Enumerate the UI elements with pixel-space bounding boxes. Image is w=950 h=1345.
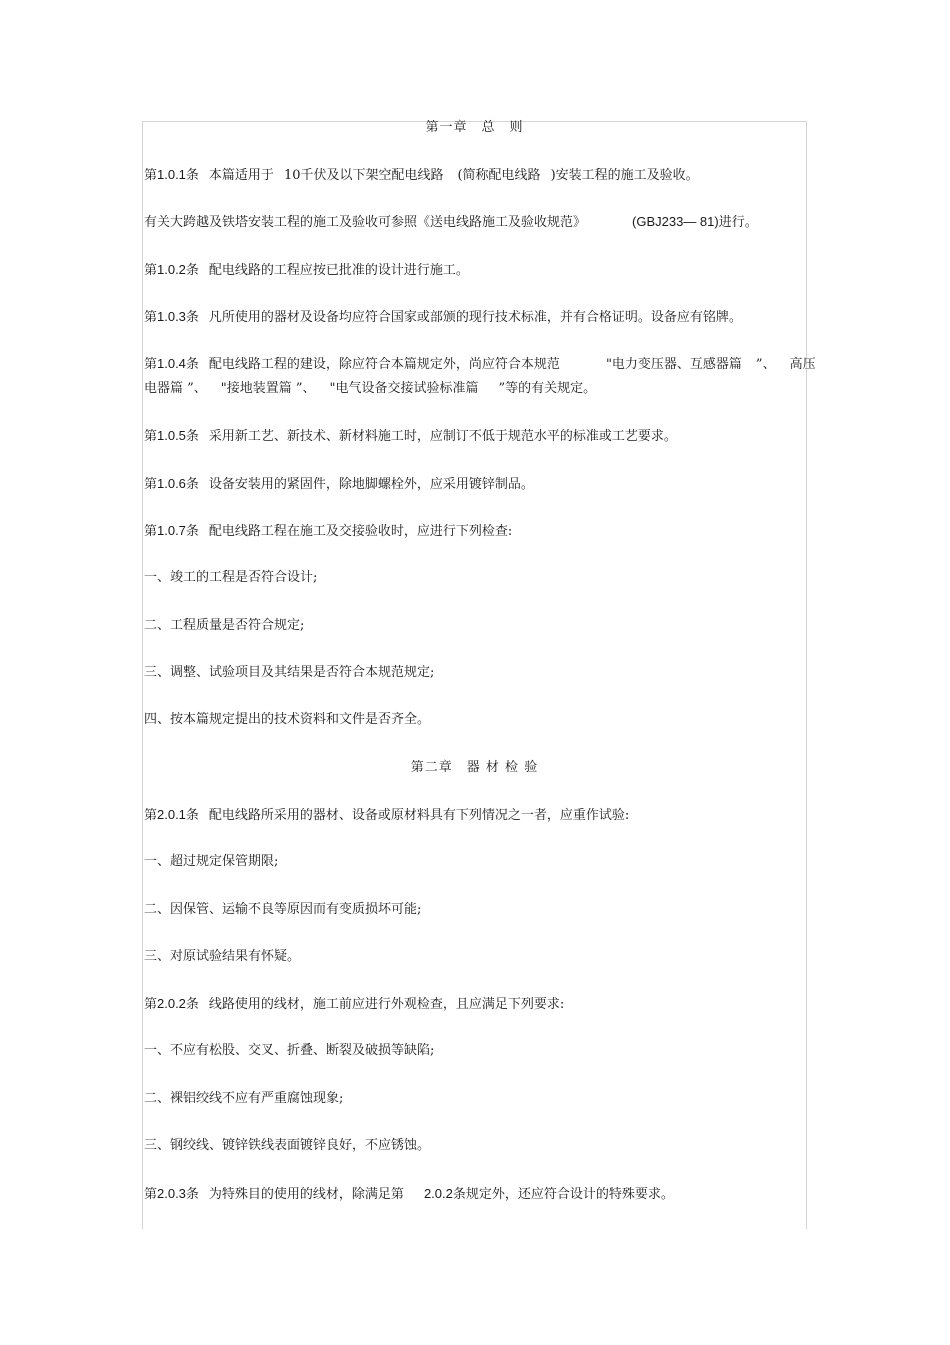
clause-number: 第1.0.3条 — [144, 309, 199, 324]
clause-text: 配电线路所采用的器材、设备或原材料具有下列情况之一者，应重作试验: — [208, 808, 630, 823]
clause-2-0-2 — [144, 996, 806, 1013]
clause-number: 第2.0.2条 — [144, 996, 199, 1011]
clause-text: 采用新工艺、新技术、新材料施工时，应制订不低于规范水平的标准或工艺要求。 — [208, 429, 677, 444]
list-item: 二、裸铝绞线不应有严重腐蚀现象; — [144, 1091, 344, 1106]
chapter-2-title: 第二章 器 材 检 验 — [410, 760, 539, 775]
clause-text: 2.0.2条规定外，还应符合设计的特殊要求。 — [423, 1186, 674, 1201]
clause-text: "电气设备交接试验标准篇 — [329, 381, 479, 396]
clause-text: "电力变压器、互感器篇 — [605, 357, 742, 372]
clause-text: 配电线路工程的建设，除应符合本篇规定外，尚应符合本规范 — [208, 357, 560, 372]
clause-text: 高压 — [789, 357, 816, 372]
clause-text: ”等的有关规定。 — [498, 381, 597, 396]
clause-text: 本篇适用于 — [208, 168, 274, 183]
clause-number: 第2.0.1条 — [144, 807, 199, 822]
list-item: 三、钢绞线、镀锌铁线表面镀锌良好，不应锈蚀。 — [144, 1138, 431, 1153]
clause-1-0-1-note — [144, 214, 806, 231]
clause-number: 第1.0.6条 — [144, 476, 199, 491]
clause-number: 第2.0.3条 — [144, 1186, 199, 1201]
list-item: 一、竣工的工程是否符合设计; — [144, 570, 318, 585]
clause-1-0-4-line-2 — [144, 381, 806, 397]
clause-text: 有关大跨越及铁塔安装工程的施工及验收可参照《送电线路施工及验收规范》 — [144, 215, 587, 230]
clause-text: (简称配电线路 — [457, 168, 541, 183]
list-item: 一、超过规定保管期限; — [144, 854, 279, 869]
clause-1-0-4 — [144, 356, 816, 373]
clause-1-0-5 — [144, 428, 806, 445]
clause-text: 为特殊目的使用的线材，除满足第 — [208, 1187, 404, 1202]
clause-text: )安装工程的施工及验收。 — [550, 168, 699, 183]
clause-1-0-6 — [144, 476, 806, 493]
clause-number: 第1.0.7条 — [144, 523, 199, 538]
clause-text: 10千伏及以下架空配电线路 — [283, 168, 444, 183]
page-frame-left — [142, 121, 143, 1229]
clause-2-0-3 — [144, 1186, 806, 1203]
list-item: 二、因保管、运输不良等原因而有变质损坏可能; — [144, 902, 422, 917]
list-item: 二、工程质量是否符合规定; — [144, 618, 305, 633]
clause-1-0-3 — [144, 309, 806, 326]
page-frame-right — [806, 121, 807, 1229]
clause-number: 第1.0.1条 — [144, 167, 199, 182]
clause-1-0-7 — [144, 523, 806, 540]
clause-text: 设备安装用的紧固件，除地脚螺栓外，应采用镀锌制品。 — [208, 477, 534, 492]
list-item: 一、不应有松股、交叉、折叠、断裂及破损等缺陷; — [144, 1043, 435, 1058]
clause-1-0-1 — [144, 167, 806, 184]
chapter-1-title: 第一章 总 则 — [425, 120, 524, 135]
clause-text: (GBJ233— 81)进行。 — [632, 214, 758, 229]
list-item: 三、调整、试验项目及其结果是否符合本规范规定; — [144, 665, 435, 680]
clause-number: 第1.0.5条 — [144, 428, 199, 443]
clause-number: 第1.0.4条 — [144, 356, 199, 371]
clause-1-0-2 — [144, 262, 806, 279]
clause-text: 电器篇 ”、 — [144, 381, 207, 396]
clause-text: 配电线路的工程应按已批准的设计进行施工。 — [208, 263, 469, 278]
list-item: 四、按本篇规定提出的技术资料和文件是否齐全。 — [144, 712, 431, 727]
clause-2-0-1 — [144, 807, 806, 824]
clause-number: 第1.0.2条 — [144, 262, 199, 277]
clause-text: "接地装置篇 ”、 — [220, 381, 316, 396]
clause-text: 配电线路工程在施工及交接验收时，应进行下列检查: — [208, 524, 513, 539]
clause-text: ”、 — [755, 357, 776, 372]
clause-text: 凡所使用的器材及设备均应符合国家或部颁的现行技术标准，并有合格证明。设备应有铭牌。 — [208, 310, 742, 325]
list-item: 三、对原试验结果有怀疑。 — [144, 949, 301, 964]
clause-text: 线路使用的线材，施工前应进行外观检查，且应满足下列要求: — [208, 997, 565, 1012]
